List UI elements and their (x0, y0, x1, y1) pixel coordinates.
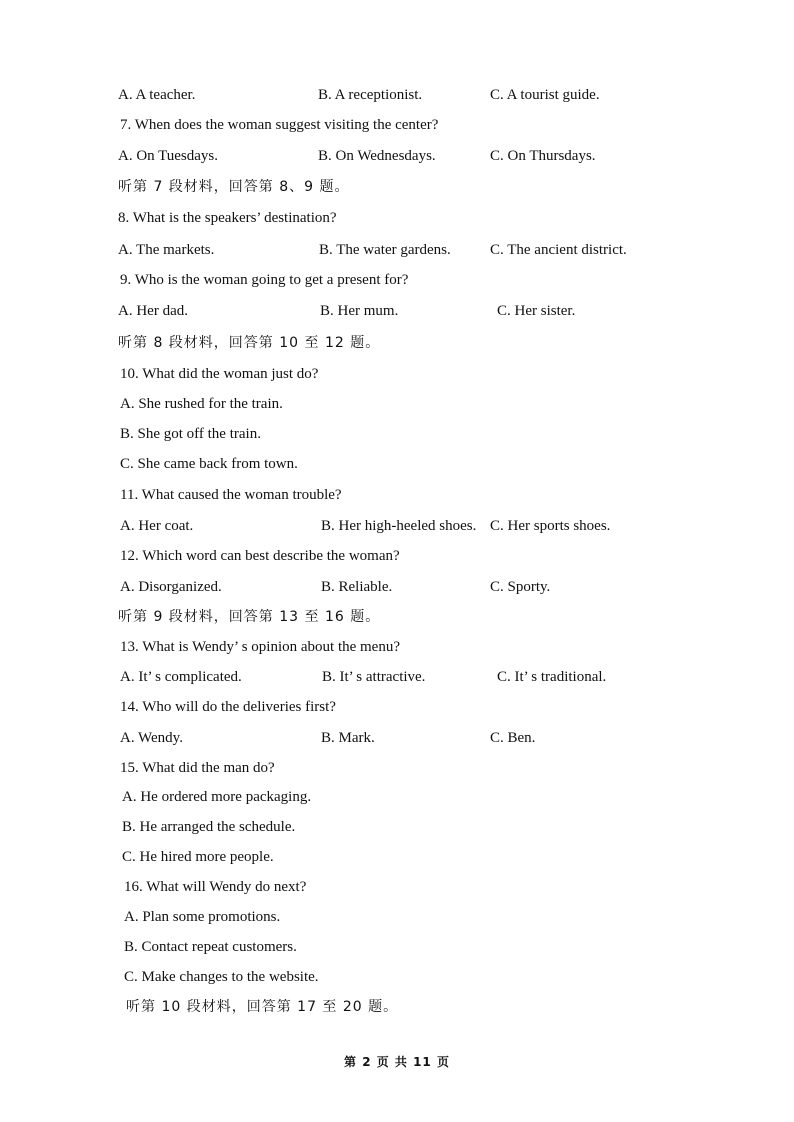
line-text: 10. What did the woman just do? (120, 366, 319, 382)
answer-options-row (0, 727, 794, 749)
line-text: 13. What is Wendy’ s opinion about the menu? (120, 639, 400, 655)
answer-option-a: A. A teacher. (118, 87, 196, 103)
answer-option (0, 423, 794, 445)
line-text: A. Plan some promotions. (124, 909, 281, 925)
answer-option-c: C. Her sister. (497, 303, 576, 319)
answer-option (0, 846, 794, 868)
line-text: 8. What is the speakers’ destination? (118, 210, 337, 226)
answer-options-row (0, 239, 794, 261)
question-text (0, 484, 794, 506)
section-instruction (0, 176, 794, 198)
section-text: 听第 9 段材料，回答第 13 至 16 题。 (118, 609, 381, 625)
answer-option-c: C. It’ s traditional. (497, 669, 607, 685)
answer-options-row (0, 576, 794, 598)
line-text: 12. Which word can best describe the woman? (120, 548, 400, 564)
line-text: 11. What caused the woman trouble? (120, 487, 342, 503)
answer-option-b: B. Mark. (321, 730, 375, 746)
answer-option-c: C. Her sports shoes. (490, 518, 611, 534)
answer-option-c: C. On Thursdays. (490, 148, 596, 164)
question-text (0, 757, 794, 779)
section-text: 听第 10 段材料，回答第 17 至 20 题。 (126, 999, 399, 1015)
answer-option-a: A. The markets. (118, 242, 215, 258)
line-text: 15. What did the man do? (120, 760, 275, 776)
line-text: B. She got off the train. (120, 426, 261, 442)
answer-option-a: A. Her dad. (118, 303, 188, 319)
answer-options-row (0, 145, 794, 167)
answer-option-a: A. Disorganized. (120, 579, 222, 595)
question-text (0, 269, 794, 291)
line-text: 7. When does the woman suggest visiting the center? (120, 117, 439, 133)
question-text (0, 545, 794, 567)
line-text: B. Contact repeat customers. (124, 939, 297, 955)
question-text (0, 207, 794, 229)
answer-option-b: B. Reliable. (321, 579, 393, 595)
answer-option-a: A. On Tuesdays. (118, 148, 219, 164)
answer-option-c: C. The ancient district. (490, 242, 627, 258)
line-text: A. She rushed for the train. (120, 396, 283, 412)
question-text (0, 363, 794, 385)
line-text: C. Make changes to the website. (124, 969, 319, 985)
answer-option-b: B. On Wednesdays. (318, 148, 436, 164)
answer-option (0, 936, 794, 958)
section-instruction (0, 606, 794, 628)
answer-option-b: B. Her mum. (320, 303, 399, 319)
answer-option-c: C. A tourist guide. (490, 87, 600, 103)
question-text (0, 696, 794, 718)
answer-option-a: A. Her coat. (120, 518, 194, 534)
section-text: 听第 7 段材料，回答第 8、9 题。 (118, 179, 350, 195)
answer-options-row (0, 300, 794, 322)
answer-option (0, 393, 794, 415)
page-footer: 第 2 页 共 11 页 (344, 1055, 450, 1069)
line-text: 14. Who will do the deliveries first? (120, 699, 336, 715)
answer-option (0, 906, 794, 928)
answer-option-b: B. It’ s attractive. (322, 669, 426, 685)
answer-option (0, 786, 794, 808)
line-text: C. She came back from town. (120, 456, 298, 472)
line-text: 9. Who is the woman going to get a present for? (120, 272, 409, 288)
question-text (0, 114, 794, 136)
line-text: 16. What will Wendy do next? (124, 879, 307, 895)
answer-option (0, 966, 794, 988)
section-instruction (0, 996, 794, 1018)
answer-option (0, 453, 794, 475)
answer-option-b: B. Her high-heeled shoes. (321, 518, 477, 534)
line-text: A. He ordered more packaging. (122, 789, 312, 805)
question-text (0, 876, 794, 898)
line-text: B. He arranged the schedule. (122, 819, 296, 835)
answer-options-row (0, 515, 794, 537)
section-text: 听第 8 段材料，回答第 10 至 12 题。 (118, 335, 381, 351)
answer-options-row (0, 666, 794, 688)
answer-option-a: A. It’ s complicated. (120, 669, 242, 685)
answer-options-row (0, 84, 794, 106)
line-text: C. He hired more people. (122, 849, 274, 865)
answer-option (0, 816, 794, 838)
answer-option-a: A. Wendy. (120, 730, 183, 746)
section-instruction (0, 332, 794, 354)
answer-option-c: C. Ben. (490, 730, 536, 746)
answer-option-b: B. A receptionist. (318, 87, 423, 103)
answer-option-b: B. The water gardens. (319, 242, 451, 258)
answer-option-c: C. Sporty. (490, 579, 551, 595)
question-text (0, 636, 794, 658)
